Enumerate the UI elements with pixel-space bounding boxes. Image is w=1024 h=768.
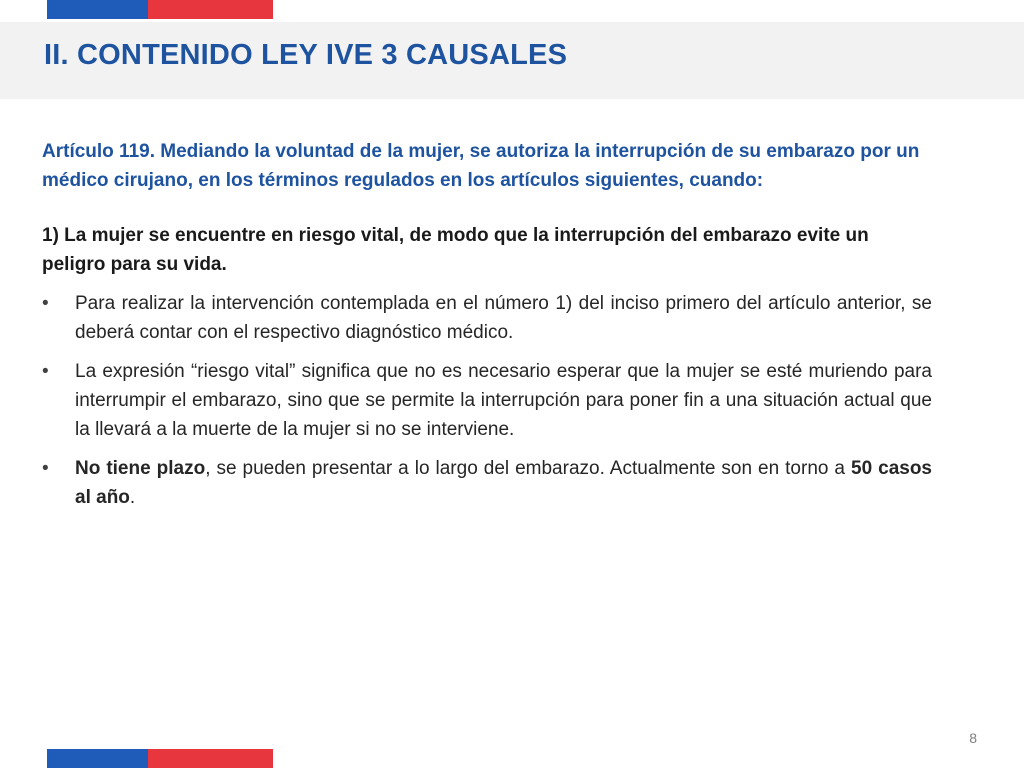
bullet-bold-text: No tiene plazo xyxy=(75,458,206,479)
flag-red-segment xyxy=(148,0,273,19)
flag-red-segment xyxy=(148,749,273,768)
slide-content xyxy=(42,137,932,522)
flag-bar-top xyxy=(47,0,273,19)
flag-bar-bottom xyxy=(47,749,273,768)
bullet-item xyxy=(42,357,932,444)
cause-heading: 1) La mujer se encuentre en riesgo vital, de modo que la interrupción del embarazo evite un peligro para su vida. xyxy=(42,225,869,275)
bullet-text: , se pueden presentar a lo largo del embarazo. Actualmente son en torno a xyxy=(205,458,851,479)
bullet-text: Para realizar la intervención contemplada en el número 1) del inciso primero del artículo anterior, se deberá contar con el respectivo diagnóstico médico. xyxy=(75,293,932,343)
flag-blue-segment xyxy=(47,749,148,768)
bullet-list xyxy=(42,289,932,512)
bullet-text: . xyxy=(129,487,136,508)
bullet-item xyxy=(42,289,932,347)
bullet-bold-text: 50 casos al año xyxy=(75,458,932,508)
bullet-icon: • xyxy=(42,458,49,479)
page-number: 8 xyxy=(969,730,977,746)
bullet-item xyxy=(42,454,932,512)
bullet-icon: • xyxy=(42,293,49,314)
bullet-icon: • xyxy=(42,361,49,382)
article-intro: Artículo 119. Mediando la voluntad de la mujer, se autoriza la interrupción de su embarazo por un médico cirujano, en los términos regulados en los artículos siguientes, cuando: xyxy=(42,141,920,191)
slide-title: II. CONTENIDO LEY IVE 3 CAUSALES xyxy=(44,39,568,71)
bullet-text: La expresión “riesgo vital” significa que no es necesario esperar que la mujer se esté muriendo para interrumpir el embarazo, sino que se permite la interrupción para poner fin a una situación actual que la llevará a la muerte de la mujer si no se interviene. xyxy=(75,361,932,440)
flag-blue-segment xyxy=(47,0,148,19)
